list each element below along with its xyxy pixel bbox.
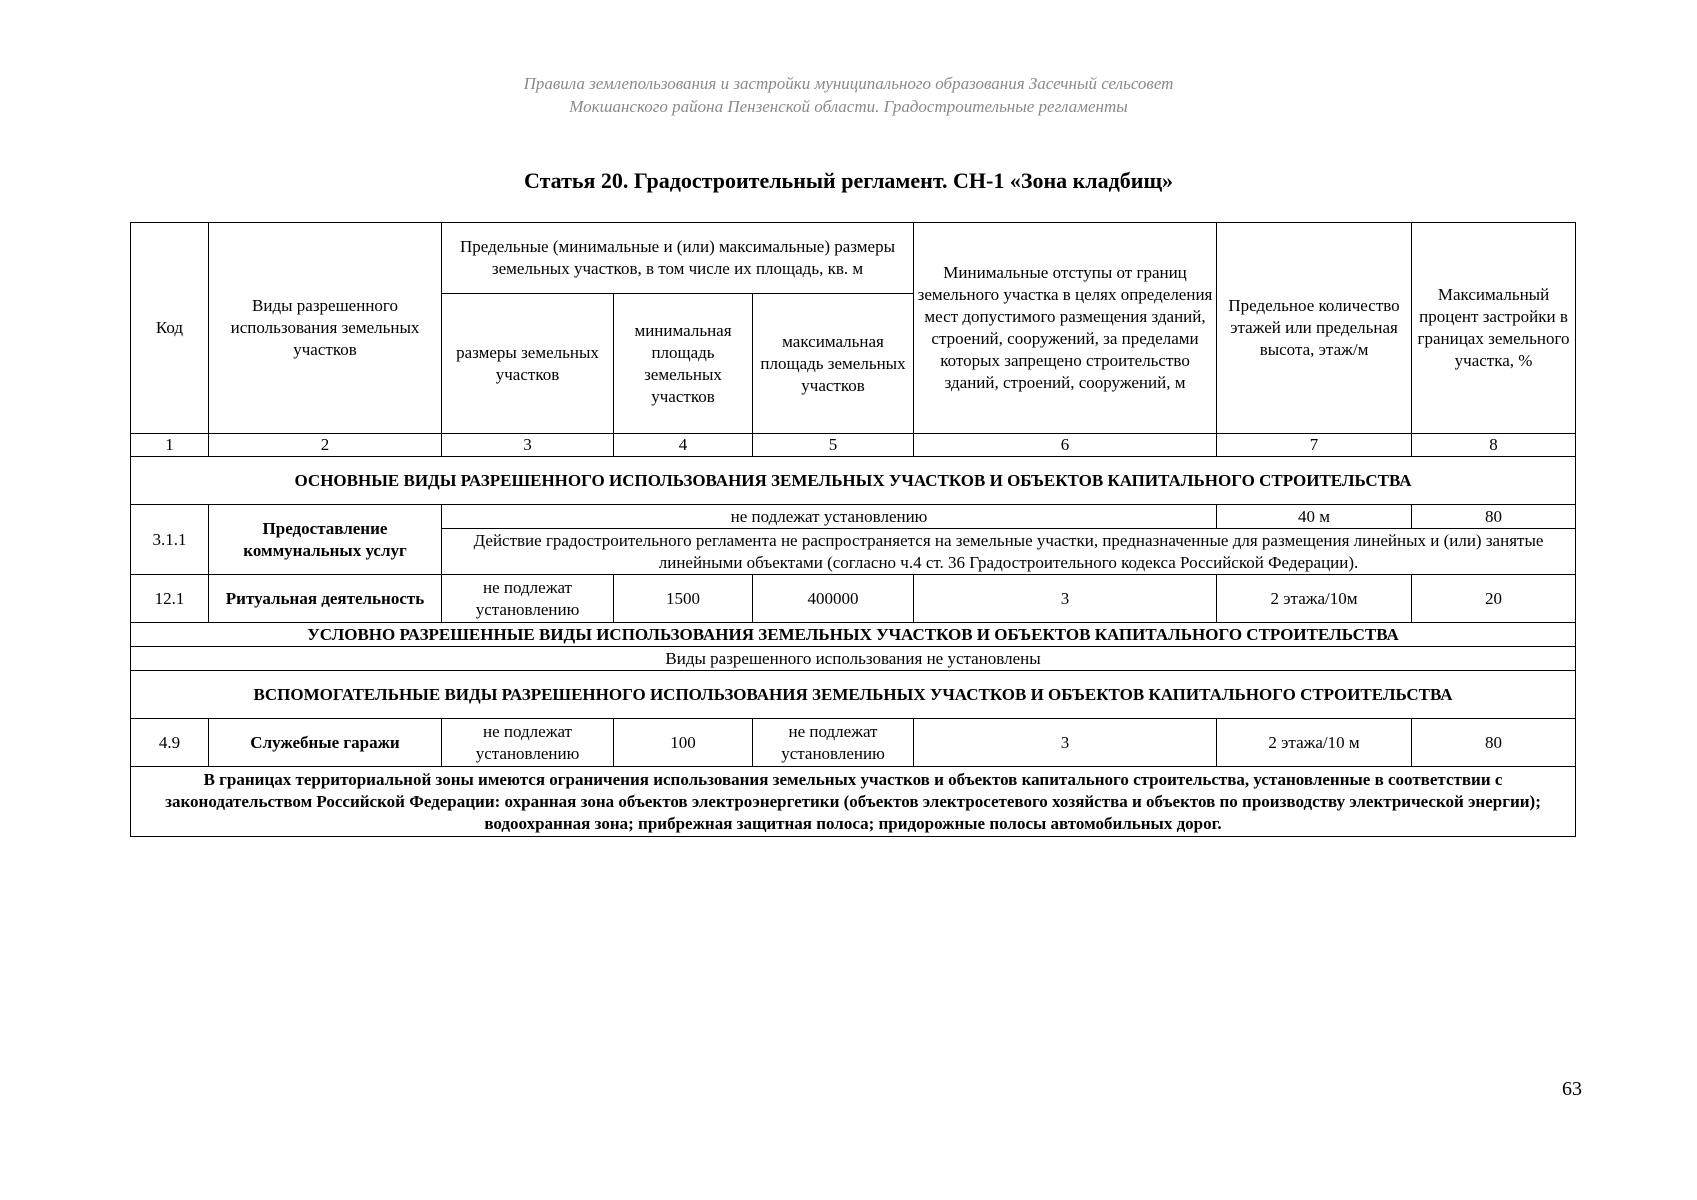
row-code-121: 12.1 — [131, 575, 209, 623]
section-conditional-heading: УСЛОВНО РАЗРЕШЕННЫЕ ВИДЫ ИСПОЛЬЗОВАНИЯ ЗЕМЕЛЬНЫХ УЧАСТКОВ И ОБЪЕКТОВ КАПИТАЛЬНОГО СТРОИТЕЛЬСТВА — [131, 623, 1576, 647]
column-number: 2 — [209, 434, 442, 457]
column-number: 5 — [753, 434, 914, 457]
conditional-none-row — [131, 647, 1576, 671]
restrictions-note: В границах территориальной зоны имеются ограничения использования земельных участков и объектов капитального строительства, установленные в соответствии с законодательством Российской Федерации: охранная зона объектов электроэнергетики (объектов электросетевого хозяйства и объектов по производству электрической энергии); водоохранная зона; прибрежная защитная полоса; придорожные полосы автомобильных дорог. — [131, 767, 1576, 837]
column-number: 4 — [614, 434, 753, 457]
regulation-table — [130, 222, 1576, 837]
column-number: 8 — [1412, 434, 1576, 457]
row-coverage-311: 80 — [1412, 505, 1576, 529]
section-auxiliary-heading: ВСПОМОГАТЕЛЬНЫЕ ВИДЫ РАЗРЕШЕННОГО ИСПОЛЬЗОВАНИЯ ЗЕМЕЛЬНЫХ УЧАСТКОВ И ОБЪЕКТОВ КАПИТАЛЬНОГО СТРОИТЕЛЬСТВА — [131, 671, 1576, 719]
row-setback-49: 3 — [914, 719, 1217, 767]
row-setback-121: 3 — [914, 575, 1217, 623]
running-header-line-2: Мокшанского района Пензенской области. Градостроительные регламенты — [569, 97, 1128, 116]
table-row — [131, 575, 1576, 623]
row-floors-311: 40 м — [1217, 505, 1412, 529]
header-row-1 — [131, 223, 1576, 294]
row-name-311: Предоставление коммунальных услуг — [209, 505, 442, 575]
row-name-49: Служебные гаражи — [209, 719, 442, 767]
row-sizes-121: не подлежат установлению — [442, 575, 614, 623]
restrictions-row — [131, 767, 1576, 837]
header-max-coverage: Максимальный процент застройки в границах земельного участка, % — [1412, 223, 1576, 434]
section-main-row — [131, 457, 1576, 505]
conditional-none-text: Виды разрешенного использования не установлены — [131, 647, 1576, 671]
header-min-area: минимальная площадь земельных участков — [614, 294, 753, 434]
section-auxiliary-row — [131, 671, 1576, 719]
table-row — [131, 719, 1576, 767]
row-min-area-121: 1500 — [614, 575, 753, 623]
row-sizes-49: не подлежат установлению — [442, 719, 614, 767]
page-number: 63 — [1562, 1078, 1582, 1100]
running-header-line-1: Правила землепользования и застройки муниципального образования Засечный сельсовет — [523, 74, 1174, 93]
column-number: 6 — [914, 434, 1217, 457]
column-numbers-row — [131, 434, 1576, 457]
row-code-49: 4.9 — [131, 719, 209, 767]
column-number: 7 — [1217, 434, 1412, 457]
header-min-setbacks: Минимальные отступы от границ земельного участка в целях определения мест допустимого размещения зданий, строений, сооружений, за пределами которых запрещено строительство зданий, строений, сооружений, м — [914, 223, 1217, 434]
row-name-121: Ритуальная деятельность — [209, 575, 442, 623]
row-min-area-49: 100 — [614, 719, 753, 767]
row-coverage-121: 20 — [1412, 575, 1576, 623]
column-number: 3 — [442, 434, 614, 457]
table-row — [131, 505, 1576, 529]
section-conditional-row — [131, 623, 1576, 647]
row-coverage-49: 80 — [1412, 719, 1576, 767]
column-number: 1 — [131, 434, 209, 457]
running-header — [0, 72, 1697, 118]
row-max-area-49: не подлежат установлению — [753, 719, 914, 767]
header-max-area: максимальная площадь земельных участков — [753, 294, 914, 434]
page-title: Статья 20. Градостроительный регламент. СН-1 «Зона кладбищ» — [523, 168, 1174, 193]
row-floors-121: 2 этажа/10м — [1217, 575, 1412, 623]
section-main-heading: ОСНОВНЫЕ ВИДЫ РАЗРЕШЕННОГО ИСПОЛЬЗОВАНИЯ ЗЕМЕЛЬНЫХ УЧАСТКОВ И ОБЪЕКТОВ КАПИТАЛЬНОГО СТРОИТЕЛЬСТВА — [131, 457, 1576, 505]
header-limit-sizes-group: Предельные (минимальные и (или) максимальные) размеры земельных участков, в том числе их площадь, кв. м — [442, 223, 914, 294]
row-sizes-merged-311: не подлежат установлению — [442, 505, 1217, 529]
header-use-types: Виды разрешенного использования земельных участков — [209, 223, 442, 434]
row-floors-49: 2 этажа/10 м — [1217, 719, 1412, 767]
header-code: Код — [131, 223, 209, 434]
header-max-floors: Предельное количество этажей или предельная высота, этаж/м — [1217, 223, 1412, 434]
row-note-311: Действие градостроительного регламента не распространяется на земельные участки, предназначенные для размещения линейных и (или) занятые линейными объектами (согласно ч.4 ст. 36 Градостроительного кодекса Российской Федерации). — [442, 529, 1576, 575]
header-plot-sizes: размеры земельных участков — [442, 294, 614, 434]
row-code-311: 3.1.1 — [131, 505, 209, 575]
row-max-area-121: 400000 — [753, 575, 914, 623]
